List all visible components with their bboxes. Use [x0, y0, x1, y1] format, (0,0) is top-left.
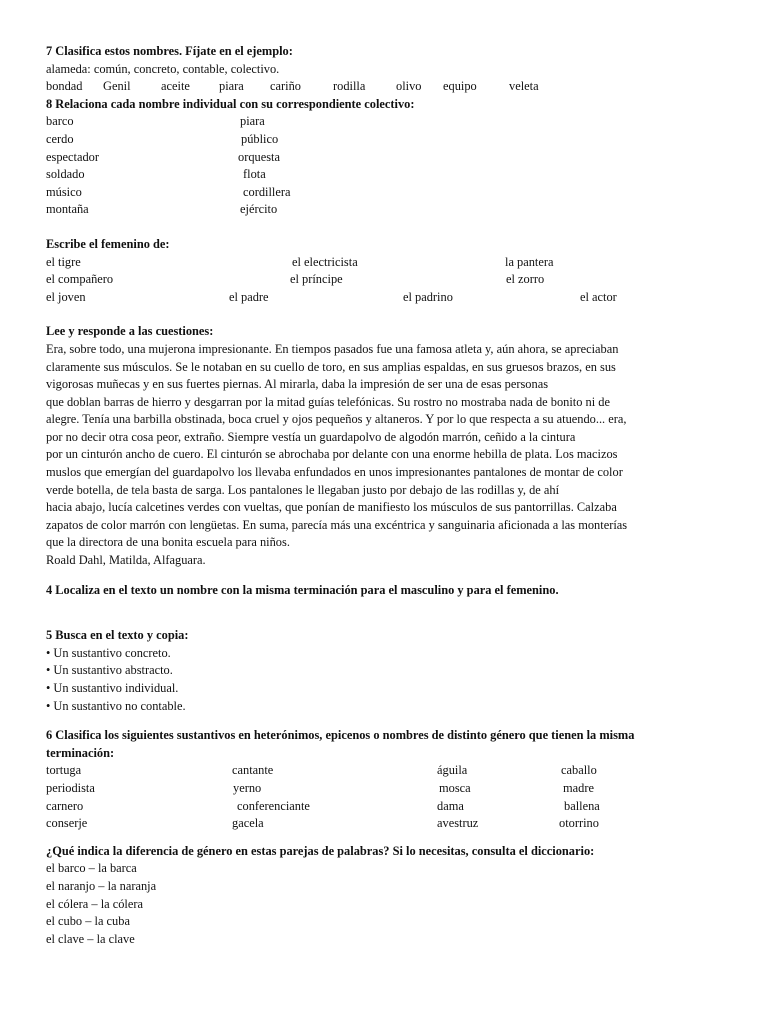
ex8-collective: orquesta [238, 149, 280, 164]
ex8-individual: espectador [46, 149, 99, 164]
ex7-word: rodilla [333, 79, 366, 94]
ex6-word: yerno [233, 780, 262, 795]
ex5-item: • Un sustantivo no contable. [46, 698, 186, 713]
reading-line: zapatos de color marrón con lengüetas. En suma, parecía más una excéntrica y sanguinaria aficionada a las monterías [46, 517, 628, 532]
ex8-individual: barco [46, 114, 74, 129]
ex7-word-row [46, 78, 722, 96]
ex6-word: otorrino [559, 816, 599, 831]
ex6-row [46, 798, 722, 816]
fem-word: el padre [229, 289, 269, 304]
ex8-individual: cerdo [46, 131, 74, 146]
fem-word: el zorro [506, 272, 545, 287]
reading-text [46, 341, 722, 552]
fem-word: el actor [580, 289, 617, 304]
ex8-title: 8 Relaciona cada nombre individual con su correspondiente colectivo: [46, 96, 415, 111]
ex5-item: • Un sustantivo concreto. [46, 645, 171, 660]
ex7-word: veleta [509, 79, 539, 94]
ex7-word: bondad [46, 79, 83, 94]
fem-word: el compañero [46, 272, 114, 287]
ex6-row [46, 762, 722, 780]
ex6-word: dama [437, 798, 464, 813]
ex6-word: mosca [439, 780, 471, 795]
fem-word: el joven [46, 289, 86, 304]
ex8-collective: piara [240, 114, 265, 129]
ex6-word: gacela [232, 816, 264, 831]
ex5-item: • Un sustantivo individual. [46, 681, 179, 695]
ex6-word: caballo [561, 763, 597, 778]
ex6-row [46, 815, 722, 833]
ex8-pair [46, 131, 722, 149]
fem-title: Escribe el femenino de: [46, 236, 170, 251]
ex8-pair [46, 184, 722, 202]
fem-word: el electricista [292, 254, 358, 269]
ex8-pair [46, 149, 722, 167]
ex8-collective: cordillera [243, 184, 291, 199]
ex6-word: cantante [232, 763, 274, 778]
ex8-collective: ejército [240, 202, 278, 217]
ex6-word: ballena [564, 798, 600, 813]
reading-line: verde botella, de tela basta de sarga. Los pantalones le llegaban justo por debajo de las rodillas y, de ahí [46, 482, 560, 497]
ex7-word: olivo [396, 79, 422, 94]
ex6-word: conserje [46, 816, 88, 831]
reading-line: Era, sobre todo, una mujerona impresionante. En tiempos pasados fue una famosa atleta y, aún ahora, se apreciaban [46, 341, 619, 356]
ex7-example: alameda: común, concreto, contable, colectivo. [46, 61, 280, 76]
genero-title: ¿Qué indica la diferencia de género en estas parejas de palabras? Si lo necesitas, consulta el diccionario: [46, 843, 595, 858]
genero-pair: el clave – la clave [46, 931, 135, 946]
ex7-word: cariño [270, 79, 301, 94]
ex7-word: equipo [443, 79, 477, 94]
ex6-word: águila [437, 763, 468, 778]
ex6-word: madre [563, 780, 594, 795]
ex8-pair [46, 166, 722, 184]
ex7-word: aceite [161, 79, 190, 94]
reading-line: muslos que emergían del guardapolvo los llevaba enfundados en unos impresionantes pantalones de montar de color [46, 465, 623, 480]
worksheet [46, 43, 722, 948]
ex8-collective: público [241, 131, 279, 146]
ex8-individual: montaña [46, 202, 89, 217]
fem-word: el padrino [403, 289, 453, 304]
ex7-title: 7 Clasifica estos nombres. Fíjate en el ejemplo: [46, 44, 293, 58]
genero-pair: el barco – la barca [46, 861, 137, 876]
ex8-pair [46, 201, 722, 219]
fem-row [46, 254, 722, 272]
reading-line: hacia abajo, lucía calcetines verdes con vueltas, que ponían de manifiesto los músculos de sus pantorrillas. Calzaba [46, 500, 617, 515]
reading-line: claramente sus músculos. Se le notaban en su cuello de toro, en sus amplias espaldas, en sus gruesos brazos, en sus [46, 359, 616, 374]
ex6-title-cont: terminación: [46, 745, 115, 760]
ex5-item: • Un sustantivo abstracto. [46, 663, 173, 678]
ex6-word: periodista [46, 780, 95, 795]
ex6-word: carnero [46, 798, 84, 813]
ex6-word: tortuga [46, 763, 82, 778]
ex8-individual: soldado [46, 167, 85, 182]
genero-pair: el naranjo – la naranja [46, 878, 157, 893]
fem-word: la pantera [505, 254, 554, 269]
ex4-title: 4 Localiza en el texto un nombre con la misma terminación para el masculino y para el femenino. [46, 582, 559, 597]
ex8-pair [46, 113, 722, 131]
reading-line: que la directora de una bonita escuela para niños. [46, 535, 290, 550]
reading-line: por un cinturón ancho de cuero. El cinturón se abrochaba por delante con una enorme hebilla de plata. Los macizos [46, 447, 618, 462]
reading-source: Roald Dahl, Matilda, Alfaguara. [46, 553, 206, 568]
reading-line: vigorosas muñecas y en sus fuertes piernas. Al mirarla, daba la impresión de ser una de esas personas [46, 377, 549, 392]
ex5-title: 5 Busca en el texto y copia: [46, 628, 189, 643]
reading-line: por no decir otra cosa peor, extraño. Siempre vestía un guardapolvo de algodón marrón, ceñido a la cintura [46, 429, 576, 444]
fem-row [46, 271, 722, 289]
genero-pair: el cubo – la cuba [46, 914, 130, 929]
reading-title: Lee y responde a las cuestiones: [46, 324, 214, 339]
ex6-row [46, 780, 722, 798]
ex6-word: avestruz [437, 816, 479, 831]
genero-pair: el cólera – la cólera [46, 896, 143, 911]
ex6-title: 6 Clasifica los siguientes sustantivos en heterónimos, epicenos o nombres de distinto género que tienen la misma [46, 728, 635, 743]
fem-word: el tigre [46, 254, 81, 269]
ex7-word: Genil [103, 79, 131, 94]
reading-line: que doblan barras de hierro y desgarran por la mitad guías telefónicas. Su rostro no mostraba nada de bonito ni de [46, 394, 610, 409]
fem-word: el príncipe [290, 272, 343, 287]
reading-line: alegre. Tenía una barbilla obstinada, boca cruel y ojos pequeños y altaneros. Y por lo que respecta a su atuendo... era, [46, 412, 627, 427]
ex8-collective: flota [243, 167, 266, 182]
ex7-word: piara [219, 79, 244, 94]
ex6-word: conferenciante [237, 798, 310, 813]
fem-row [46, 289, 722, 307]
ex8-individual: músico [46, 184, 82, 199]
